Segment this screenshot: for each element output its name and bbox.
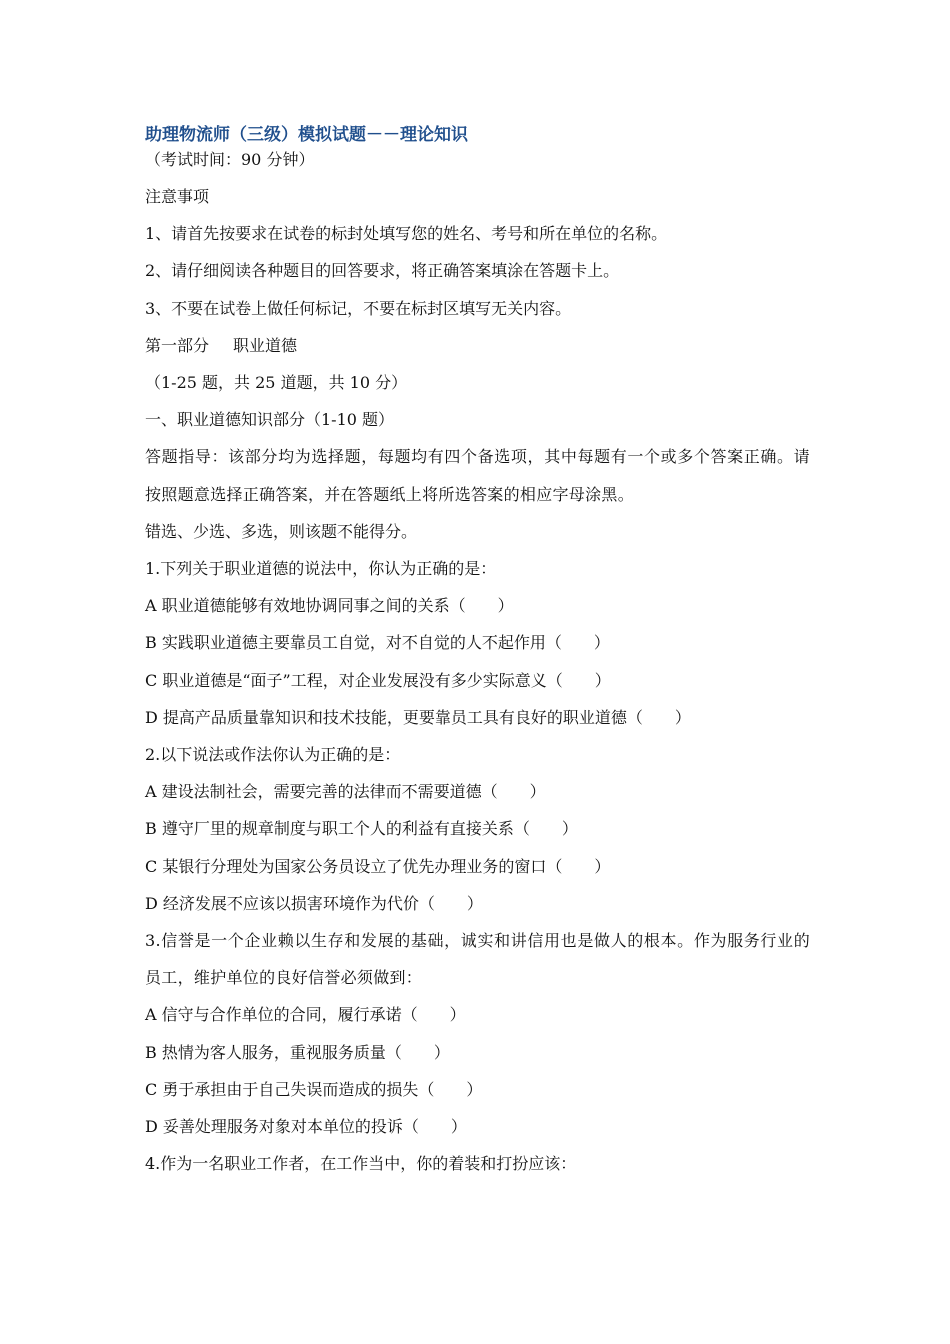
question-option: D 提高产品质量靠知识和技术技能，更要靠员工具有良好的职业道德（ ） — [145, 707, 691, 727]
question-option: B 遵守厂里的规章制度与职工个人的利益有直接关系（ ） — [145, 819, 578, 839]
notice-item: 3、不要在试卷上做任何标记，不要在标封区填写无关内容。 — [145, 298, 572, 318]
question-option: D 经济发展不应该以损害环境作为代价（ ） — [145, 893, 483, 913]
question-option: A 建设法制社会，需要完善的法律而不需要道德（ ） — [145, 782, 546, 802]
scoring-rule: 错选、少选、多选，则该题不能得分。 — [145, 521, 418, 541]
question-option: C 某银行分理处为国家公务员设立了优先办理业务的窗口（ ） — [145, 856, 611, 876]
section-heading: 一、职业道德知识部分（1-10 题） — [145, 410, 395, 430]
question-stem: 4.作为一名职业工作者，在工作当中，你的着装和打扮应该： — [145, 1154, 577, 1174]
notice-heading: 注意事项 — [145, 187, 210, 206]
question-option: B 热情为客人服务，重视服务质量（ ） — [145, 1042, 450, 1062]
question-option: B 实践职业道德主要靠员工自觉，对不自觉的人不起作用（ ） — [145, 633, 610, 653]
question-option: C 勇于承担由于自己失误而造成的损失（ ） — [145, 1079, 483, 1099]
document-page — [145, 120, 810, 1182]
exam-duration: （考试时间：90 分钟） — [145, 150, 315, 169]
document-title: 助理物流师（三级）模拟试题－－理论知识 — [145, 125, 468, 145]
part-name: 职业道德 — [233, 335, 298, 355]
notice-item: 1、请首先按要求在试卷的标封处填写您的姓名、考号和所在单位的名称。 — [145, 224, 668, 244]
answer-instruction: 答题指导：该部分均为选择题，每题均有四个备选项，其中每题有一个或多个答案正确。请按照题意选择正确答案，并在答题纸上将所选答案的相应字母涂黑。 — [145, 447, 810, 504]
question-stem: 3.信誉是一个企业赖以生存和发展的基础，诚实和讲信用也是做人的根本。作为服务行业的员工，维护单位的良好信誉必须做到： — [145, 931, 810, 988]
notice-item: 2、请仔细阅读各种题目的回答要求，将正确答案填涂在答题卡上。 — [145, 261, 620, 281]
part-label: 第一部分 — [145, 335, 210, 355]
part-heading — [145, 327, 810, 364]
question-option: C 职业道德是“面子”工程，对企业发展没有多少实际意义（ ） — [145, 670, 611, 690]
part-range: （1-25 题，共 25 道题，共 10 分） — [145, 373, 408, 393]
question-option: A 信守与合作单位的合同，履行承诺（ ） — [145, 1005, 466, 1025]
question-option: A 职业道德能够有效地协调同事之间的关系（ ） — [145, 596, 514, 616]
question-stem: 2.以下说法或作法你认为正确的是： — [145, 745, 401, 765]
question-stem: 1.下列关于职业道德的说法中，你认为正确的是： — [145, 559, 497, 579]
question-option: D 妥善处理服务对象对本单位的投诉（ ） — [145, 1117, 467, 1137]
